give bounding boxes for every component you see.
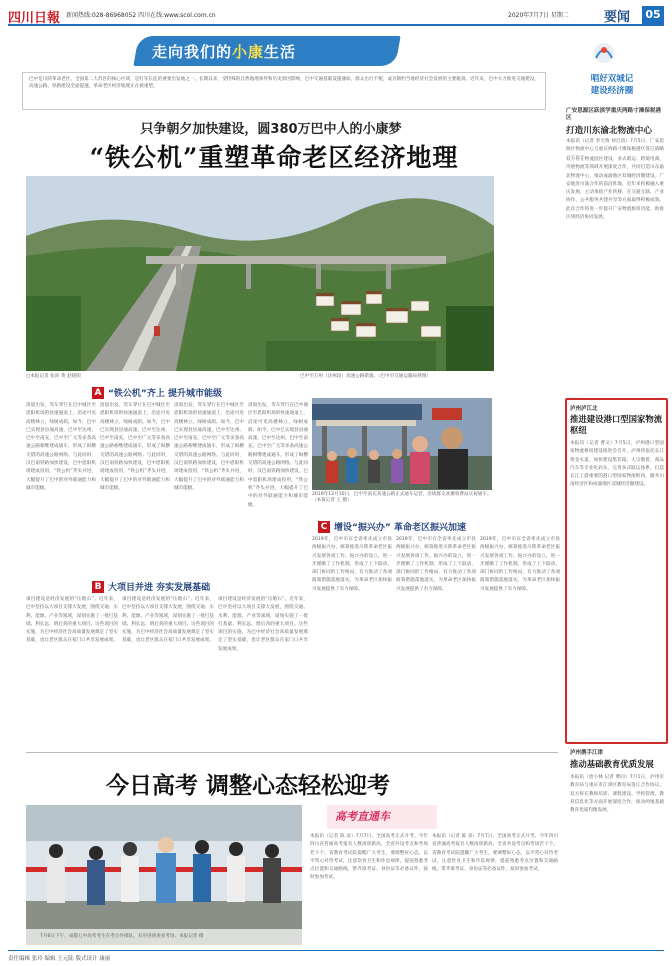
banner-pre: 走向我们的 [152,43,233,61]
gaokao-headline: 今日高考 调整心态轻松迎考 [106,773,391,799]
story3-body: 本报讯（唐小林 记者 曹问）7月1日，泸州市教育局与重庆市江津区教育局签订合作协议，双方将在教师培训、课程建设、学校管理、教育信息化等方面开展深度合作，推动两地基础教育优质均衡发展。 [570,775,664,814]
photo-caption: 巴中至万州（达州段）高速公路新貌。（巴中市交通运输局供图） [300,374,431,379]
gaokao-column-label: 高考直通车 [335,810,390,823]
section-c-mark: C [318,521,330,533]
column-banner [152,39,392,65]
footer-editors: 责任编辑 张玲 编辑 王元陆 版式设计 康丽 [8,956,111,962]
body-text-b3: 项目建设是经济发展的“压舱石”。近年来，巴中坚持以大项目支撑大发展，围绕交通、水利、能源、产业等领域，谋划实施了一批打基础、利长远、增后劲的重大项目。这些项目的实施，为巴中经济社会高质量发展奠定了坚实基础，也让老区群众在家门口共享发展成果。 [218,597,308,652]
gaokao-photo [26,805,302,945]
crowd-photo-caption: 2019年12月10日，巴中至南充高速公路正式通车运营，沿线群众欢聚收费站庆祝通车。（本报记者 王 摄） [312,492,492,503]
body-text-b2: 项目建设是经济发展的“压舱石”。近年来，巴中坚持以大项目支撑大发展，围绕交通、水利、能源、产业等领域，谋划实施了一批打基础、利长远、增后劲的重大项目。这些项目的实施，为巴中经济社会高质量发展奠定了坚实基础，也让老区群众在家门口共享发展成果。 [122,597,214,644]
story1-kicker: 广安思源区跃滨学重庆两路寸滩保税港区 [566,108,662,121]
story3-title: 推动基础教育优质发展 [570,759,654,769]
story2-body: 本报讯（记者 曹文）7月5日，泸州港口型国家物流枢纽建设推进会召开。泸州将依托长江黄金水道，加快建设集装箱、大宗散货、商品汽车等专业化码头，完善多式联运体系，打造长江上游重要的港口型国家物流枢纽，服务川南经济区和成渝地区双城经济圈建设。 [570,441,664,488]
gaokao-body-2: 本报讯（记者 陈 彦）7月7日，全国高考正式开考。今年四川省普通高考报名人数再创新高，全省共设考点和考场若干个。省教育考试院提醒广大考生，要调整好心态，以平常心对待考试，注意饮食卫生和作息规律，提前熟悉考点位置和交通路线，带齐准考证、身份证等必备证件，按时参加考试。 [432,834,558,873]
gaokao-photo-caption: 7月6日下午，成都七中高考考生在考点外排队，有序进场查看考场。本报记者 摄 [40,934,204,939]
section-c-heading [318,520,466,533]
footer [8,950,664,964]
feature-subhead: 只争朝夕加快建设，圆380万巴中人的小康梦 [140,122,402,137]
banner-highlight: 小康 [232,43,265,61]
story1-body: 双方将在物流园区建设、多式联运、跨境电商、冷链物流等领域开展深度合作，共同打造川东渝北物流中心，推动成渝地区双城经济圈建设。广安地处川渝合作的前沿阵地，近年来积极融入重庆发展，主动承接产业转移，在交通互联、产业协作、公共服务共建共享等方面取得积极成效。此次合作将进一步提升广安物流枢纽功能，助推区域经济协同发展。 [566,157,664,221]
crowd-photo [312,398,492,490]
body-text-a1: 清晨出发，驾车穿行在巴中城区至恩阳机场的快速通道上，沿途可见高楼林立、绿树成荫。如今，巴中已实现县县通高速，巴中至达州、巴中至南充、巴中至广元等多条高速公路相继建成通车，形成了纵横交错的高速公路网络。与此同时，汉巴南铁路加快建设，巴中恩阳机场建成投用，“铁公机”齐头并进，大幅提升了巴中的对外联通能力和城市能级。 [26,403,96,491]
body-text-a4: 清晨出发，驾车穿行在巴中城区至恩阳机场的快速通道上，沿途可见高楼林立、绿树成荫。如今，巴中已实现县县通高速，巴中至达州、巴中至南充、巴中至广元等多条高速公路相继建成通车，形成了纵横交错的高速公路网络。与此同时，汉巴南铁路加快建设，巴中恩阳机场建成投用，“铁公机”齐头并进，大幅提升了巴中的对外联通能力和城市能级。 [248,403,308,508]
feature-headline: “铁公机”重塑革命老区经济地理 [89,143,459,172]
body-text-a2: 清晨出发，驾车穿行在巴中城区至恩阳机场的快速通道上，沿途可见高楼林立、绿树成荫。如今，巴中已实现县县通高速，巴中至达州、巴中至南充、巴中至广元等多条高速公路相继建成通车，形成了纵横交错的高速公路网络。与此同时，汉巴南铁路加快建设，巴中恩阳机场建成投用，“铁公机”齐头并进，大幅提升了巴中的对外联通能力和城市能级。 [100,403,170,491]
banner-post: 生活 [264,43,297,61]
story2-kicker: 泸州泸江北 [570,406,598,412]
section-name: 要闻 [604,10,631,25]
highway-illustration [26,176,494,371]
chengyu-emblem-icon [566,38,658,68]
section-b-heading [92,580,210,593]
story3-kicker: 泸州携手江津 [570,750,604,756]
section-b-mark: B [92,581,104,593]
exam-queue-illustration [26,805,302,945]
body-text-b1: 项目建设是经济发展的“压舱石”。近年来，巴中坚持以大项目支撑大发展，围绕交通、水利、能源、产业等领域，谋划实施了一批打基础、利长远、增后劲的重大项目。这些项目的实施，为巴中经济社会高质量发展奠定了坚实基础，也让老区群众在家门口共享发展成果。 [26,597,118,644]
section-a-heading [92,386,222,399]
issue-date: 2020年7月7日 星期二 [508,12,569,19]
dual-city-logo [566,38,658,98]
highway-photo [26,176,494,371]
masthead [8,6,664,26]
page-number: 05 [642,6,664,24]
gaokao-body-1: 本报讯（记者 陈 彦）7月7日，全国高考正式开考。今年四川省普通高考报名人数再创新高，全省共设考点和考场若干个。省教育考试院提醒广大考生，要调整好心态，以平常心对待考试，注意饮食卫生和作息规律，提前熟悉考点位置和交通路线，带齐准考证、身份证等必备证件，按时参加考试。 [310,834,428,881]
divider [26,752,558,753]
intro-box: 巴中是川陕革命老区、全国第二大苏区的核心区域，是红军长征的重要出发地之一。长期以来，受特殊的自然地理条件和历史原因影响，巴中交通基础设施薄弱，群众出行不便，成为制约当地经济社会发展的主要瓶颈。近年来，巴中大力推进交通建设，高速公路、铁路建设全面提速，革命老区经济地理正在被重塑。 [22,72,546,110]
story2-title: 推进建设港口型国家物流枢纽 [570,414,663,435]
section-b-title: 大项目并进 夯实发展基础 [108,583,211,593]
story1-title: 打造川东渝北物流中心 [566,126,652,136]
body-text-a3: 清晨出发，驾车穿行在巴中城区至恩阳机场的快速通道上，沿途可见高楼林立、绿树成荫。如今，巴中已实现县县通高速，巴中至达州、巴中至南充、巴中至广元等多条高速公路相继建成通车，形成了纵横交错的高速公路网络。与此同时，汉巴南铁路加快建设，巴中恩阳机场建成投用，“铁公机”齐头并进，大幅提升了巴中的对外联通能力和城市能级。 [174,403,244,491]
photo-credit: □本报记者 张尚 黄 赵晓阳 [26,374,81,379]
section-a-mark: A [92,387,104,399]
section-a-title: “铁公机”齐上 提升城市能级 [108,389,222,399]
body-text-c3: 2019年，巴中市在全省率先成立市县两级振兴办，统筹推进川陕革命老区振兴发展各项工作。振兴办的设立，进一步理顺了工作机制，形成了上下联动、部门协同的工作格局，有力推动了各项政策措施落地落实，为革命老区加快振兴发展提供了有力保障。 [480,537,560,592]
section-c-title: 增设“振兴办” 革命老区振兴加速 [334,523,466,533]
story1-byline: 本报讯（记者 李天致 何自清）7月5日，广安思源区物流中心与重庆两路寸滩保税港区签订战略 [566,139,664,153]
crowd-illustration [312,398,492,490]
body-text-c2: 2019年，巴中市在全省率先成立市县两级振兴办，统筹推进川陕革命老区振兴发展各项工作。振兴办的设立，进一步理顺了工作机制，形成了上下联动、部门协同的工作格局，有力推动了各项政策措施落地落实，为革命老区加快振兴发展提供了有力保障。 [396,537,476,592]
logo-line1: 唱好双城记 [590,74,634,84]
body-text-c1: 2019年，巴中市在全省率先成立市县两级振兴办，统筹推进川陕革命老区振兴发展各项工作。振兴办的设立，进一步理顺了工作机制，形成了上下联动、部门协同的工作格局，有力推动了各项政策措施落地落实，为革命老区加快振兴发展提供了有力保障。 [312,537,392,592]
newspaper-logo: 四川日報 [8,11,61,26]
hotline: 新闻热线:028-86968052 四川在线:www.scol.com.cn [66,12,216,19]
gaokao-column-tag [327,805,437,829]
logo-line2: 建设经济圈 [590,86,634,96]
